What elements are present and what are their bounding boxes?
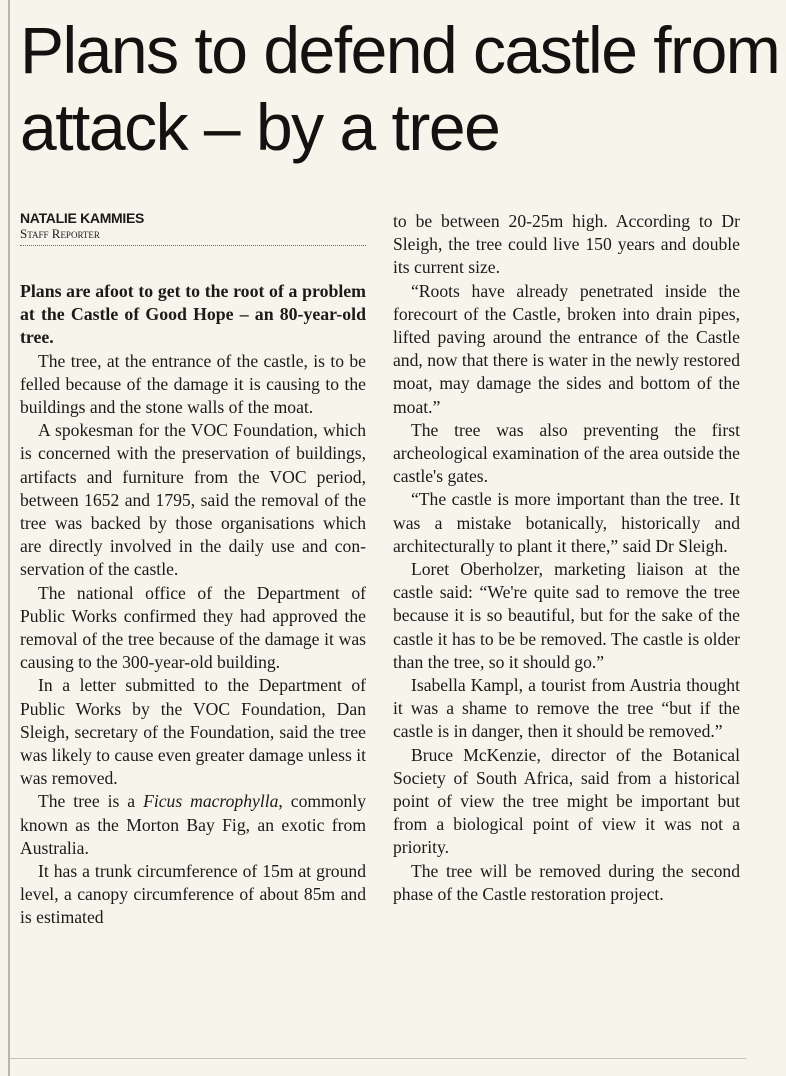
byline — [20, 210, 366, 246]
paragraph: to be between 20-25m high. According to Dr Sleigh, the tree could live 150 years and double its current size. — [393, 211, 740, 278]
text-span: The tree is a — [38, 791, 144, 812]
species-name: Ficus macrophylla — [143, 791, 279, 812]
paragraph: In a letter submitted to the Department of Public Works by the VOC Foundation, Dan Sleigh, secretary of the Foundation, said the tree was likely to cause even greater damage unless it was removed. — [20, 675, 366, 789]
paragraph: It has a trunk circumference of 15m at ground level, a canopy circumference of about 85m and is estimated — [20, 861, 366, 928]
paragraph: A spokesman for the VOC Foundation, which is concerned with the preservation of buildings, artifacts and furniture from the VOC period, between 1652 and 1795, said the removal of the tree was backed by those organisations which are directly involved in the daily use and conservation of the castle. — [20, 420, 366, 580]
article-column-2 — [393, 210, 740, 906]
author-name: NATALIE KAMMIES — [20, 210, 145, 226]
bottom-rule — [10, 1058, 746, 1059]
text-span: , commonly known as the Morton Bay Fig, an exotic from Australia. — [20, 791, 367, 858]
paragraph: The national office of the Department of Public Works confirmed they had approved the removal of the tree because of the damage it was causing to the 300-year-old building. — [20, 582, 366, 673]
paragraph: Bruce McKenzie, director of the Botanical Society of South Africa, said from a historical point of view the tree might be important but from a biological point of view it was not a priority. — [393, 744, 740, 858]
headline: Plans to defend castle from attack – by a tree — [20, 13, 780, 164]
paragraph: Loret Oberholzer, marketing liaison at the castle said: “We're quite sad to remove the tree because it is so beautiful, but for the sake of the castle it has to be be removed. The castle is older than the tree, so it should go.” — [393, 559, 740, 672]
author-role: Staff Reporter — [20, 226, 100, 241]
paragraph: Isabella Kampl, a tourist from Austria thought it was a shame to remove the tree “but if the castle is in danger, then it should be removed.” — [393, 675, 740, 742]
article-column-1 — [20, 280, 366, 930]
lead-paragraph: Plans are afoot to get to the root of a problem at the Castle of Good Hope – an 80-year-old tree. — [20, 281, 366, 348]
paragraph: The tree will be removed during the second phase of the Castle restoration project. — [393, 860, 740, 904]
paragraph: The tree, at the entrance of the castle, is to be felled because of the damage it is causing to the buildings and the stone walls of the moat. — [20, 350, 366, 418]
paragraph: The tree was also preventing the first archeological examination of the area outside the castle's gates. — [393, 419, 740, 487]
paragraph: “The castle is more important than the tree. It was a mistake botanically, historically and architecturally to plant it there,” said Dr Sleigh. — [393, 489, 740, 556]
column-rule — [8, 0, 10, 1076]
paragraph — [20, 790, 366, 860]
paragraph: “Roots have already penetrated inside the forecourt of the Castle, broken into drain pipes, lifted paving around the entrance of the Castle and, now that there is water in the newly restored moat, may damage the sides and bottom of the moat.” — [393, 280, 740, 417]
